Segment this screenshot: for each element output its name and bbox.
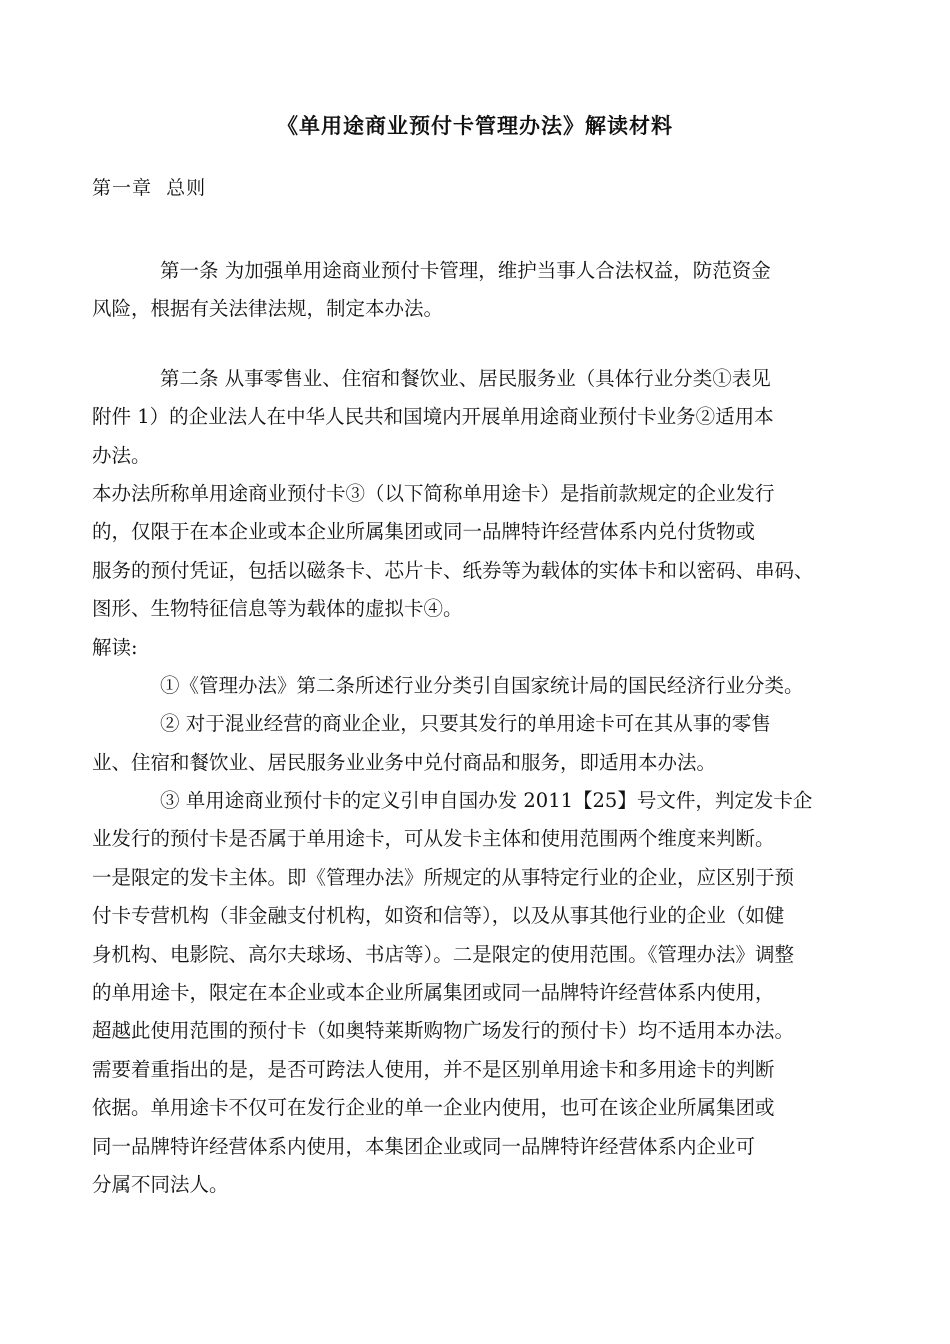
article-2-line-2: 附件 1）的企业法人在中华人民共和国境内开展单用途商业预付卡业务②适用本 xyxy=(92,405,774,429)
note-3-line-11: 分属不同法人。 xyxy=(92,1172,229,1196)
article-2-line-4: 本办法所称单用途商业预付卡③（以下简称单用途卡）是指前款规定的企业发行 xyxy=(92,481,775,505)
note-3-line-8: 需要着重指出的是，是否可跨法人使用，并不是区别单用途卡和多用途卡的判断 xyxy=(92,1057,775,1081)
article-2-line-3: 办法。 xyxy=(92,443,151,467)
article-2-line-6: 服务的预付凭证，包括以磁条卡、芯片卡、纸券等为载体的实体卡和以密码、串码、 xyxy=(92,558,814,582)
article-2-line-1: 第二条 从事零售业、住宿和餐饮业、居民服务业（具体行业分类①表见 xyxy=(160,366,771,390)
chapter-heading: 第一章 总则 xyxy=(92,177,207,199)
article-2-line-5: 的，仅限于在本企业或本企业所属集团或同一品牌特许经营体系内兑付货物或 xyxy=(92,520,756,544)
note-3-line-6: 的单用途卡，限定在本企业或本企业所属集团或同一品牌特许经营体系内使用， xyxy=(92,981,775,1005)
article-1-line-2: 风险，根据有关法律法规，制定本办法。 xyxy=(92,297,444,321)
note-3-line-1: ③ 单用途商业预付卡的定义引申自国办发 2011【25】号文件，判定发卡企 xyxy=(160,789,813,813)
note-3-line-2: 业发行的预付卡是否属于单用途卡，可从发卡主体和使用范围两个维度来判断。 xyxy=(92,827,775,851)
interpretation-heading: 解读: xyxy=(92,635,138,659)
article-2-line-7: 图形、生物特征信息等为载体的虚拟卡④。 xyxy=(92,597,463,621)
paragraph-gap xyxy=(92,329,872,360)
note-1-line-1: ①《管理办法》第二条所述行业分类引自国家统计局的国民经济行业分类。 xyxy=(160,673,804,697)
note-3-line-9: 依据。单用途卡不仅可在发行企业的单一企业内使用，也可在该企业所属集团或 xyxy=(92,1096,775,1120)
note-2-line-1: ② 对于混业经营的商业企业，只要其发行的单用途卡可在其从事的零售 xyxy=(160,712,771,736)
article-1-line-1: 第一条 为加强单用途商业预付卡管理，维护当事人合法权益，防范资金 xyxy=(160,259,771,282)
document-title: 《单用途商业预付卡管理办法》解读材料 xyxy=(277,113,673,138)
note-3-line-10: 同一品牌特许经营体系内使用，本集团企业或同一品牌特许经营体系内企业可 xyxy=(92,1134,756,1158)
note-3-line-4: 付卡专营机构（非金融支付机构，如资和信等），以及从事其他行业的企业（如健 xyxy=(92,904,785,928)
note-2-line-2: 业、住宿和餐饮业、居民服务业业务中兑付商品和服务，即适用本办法。 xyxy=(92,750,717,774)
document-body xyxy=(92,252,872,1204)
note-3-line-3: 一是限定的发卡主体。即《管理办法》所规定的从事特定行业的企业，应区别于预 xyxy=(92,865,795,889)
note-3-line-7: 超越此使用范围的预付卡（如奥特莱斯购物广场发行的预付卡）均不适用本办法。 xyxy=(92,1019,795,1043)
note-3-line-5: 身机构、电影院、高尔夫球场、书店等）。二是限定的使用范围。《管理办法》调整 xyxy=(92,942,795,966)
